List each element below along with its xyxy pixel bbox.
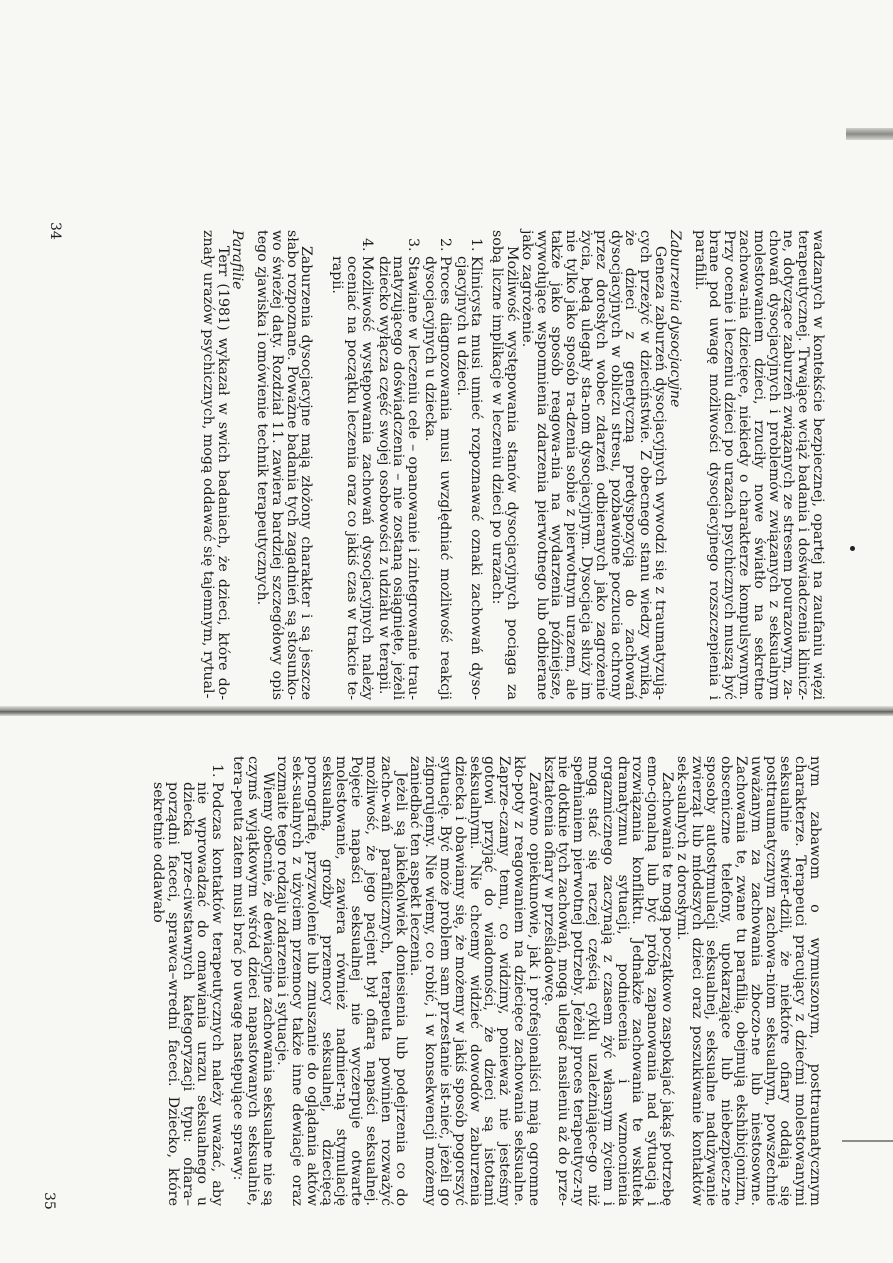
book-page-35 bbox=[41, 756, 823, 1210]
paragraph-terr: Terr (1981) wykazał w swich badaniach, że dzieci, które do-znały urazów psychicznych, mogą oddawać się tajemnym, rytual- bbox=[199, 230, 231, 700]
paragraph-reports: Jeżeli są jakiekolwiek doniesienia lub podejrzenia co do zacho-wań parafilicznych, terapeuta powinien rozważyć możliwość, że jego pacjent był ofiarą napaści seksualnej. Pojęcie napaści seksualnej nie wyczerpuje otwarte molestowanie, zawiera również nadmier-ną stymulację seksualną, groźby przemocy seksualnej, dziecięcą pornografię, przyzwolenie lub zmuszanie do oglądania aktów sek-sualnych z użyciem przemocy także inne dewiacje oraz rozmaite tego rodzaju zdarzenia i sytuacje. bbox=[274, 756, 409, 1206]
list-item: 2. Proces diagnozowania musi uwzględniać możliwość reakcji dysocjacyjnych u dziecka. bbox=[422, 256, 452, 700]
book-page-34 bbox=[47, 222, 826, 700]
paragraph-emotional-need: Zachowania te mogą początkowo zaspokajać jakąś potrzebę emo-cjonalną lub być próbą zapanowania nad sytuacją i rozwiązania konfliktu. Jednakże zachowania te wskutek dramatyzmu sytuacji, podniecenia i wzmocnienia orgazmicznego zaczynają z czasem żyć własnym życiem i mogą stać się raczej częścią cyklu uzależniające-go niż spełnianiem pierwotnej potrzeby. Jeżeli proces terapeutycz-ny nie dotknie tych zachowań, mogą ulegać nasileniu aż do prze-kształcenia ofiary w prześladowcę. bbox=[540, 756, 676, 1206]
paragraph-intro: wadzanych w kontekście bezpiecznej, opartej na zaufaniu więzi terapeutycznej. Trwające wciąż badania i doświadczenia klinicz-ne, dotyczące zaburzeń związanych ze stresem pourazowym, za-chowań dysocjacyjnych i problemów związanych z seksualnym molestowaniem dzieci, rzuciły nowe światło na sekretne zachowa-nia dziecięce, niekiedy o charakterze kompulsywnym. Przy ocenie i leczeniu dzieci po urazach psychicznych muszą być brane pod uwagę możliwości dysocjacyjnego rozszczepienia i parafilii. bbox=[691, 230, 826, 700]
paragraph-implications: Możliwość występowania stanów dysocjacyjnych pociąga za sobą liczne implikacje w leczeniu dzieci po urazach: bbox=[489, 230, 521, 700]
heading-dissociative-disorders: Zaburzenia dysocjacyjne bbox=[666, 230, 683, 408]
book-gutter-shadow bbox=[0, 706, 893, 716]
list-item: 1. Klinicysta musi umieć rozpoznawać oznaki zachowań dyso-cjacyjnych u dzieci. bbox=[454, 256, 484, 700]
list-item: 1. Podczas kontaktów terapeutycznych należy uważać, aby nie wprowadzać do omawiania urazu seksualnego u dziecka prze-ciwstawnych kategoryzacji typu: ofiara–porządni faceci, sprawca–wredni faceci. Dziecko, które sekretnie oddawało bbox=[150, 782, 224, 1206]
list-item: 3. Stawiane w leczeniu cele – opanowanie i zintegrowanie trau-matyzującego doświadczenia – nie zostaną osiągnięte, jeżeli dziecko wyłącza część swojej osobowości z udziału w terapii. bbox=[376, 256, 420, 700]
paragraph-genesis: Geneza zaburzeń dysocjacyjnych wywodzi się z traumatyzują-cych przeżyć w dzieciństwie. Z obecnego stanu wiedzy wynika, że dzieci z genetyczną predyspozycją do zachowań dysocjacyjnych w obliczu stresu, pozbawione poczucia ochrony przez dorosłych wobec zdarzeń odbieranych jako zagrożenie życia, będą ulegały sta-nom dysocjacyjnym. Dysocjacja służy im nie tylko jako sposób ra-dzenia sobie z pierwotnym urazem, ale także jako sposób reagowa-nia na wydarzenia późniejsze, wywołujące wspomnienia zdarzenia pierwotnego lub odbierane jako zagrożenie. bbox=[518, 230, 669, 700]
implications-list bbox=[330, 230, 484, 700]
scan-edge-line bbox=[842, 1140, 893, 1142]
page-number: 34 bbox=[47, 222, 63, 240]
page-number: 35 bbox=[41, 1192, 57, 1210]
therapist-considerations-list bbox=[150, 756, 224, 1206]
ink-speck bbox=[850, 546, 855, 551]
list-item: 4. Możliwość występowania zachowań dysocjacyjnych należy oceniać na początku leczenia oraz co jakiś czas w trakcie te-rapii. bbox=[330, 256, 374, 700]
scan-edge-shadow bbox=[846, 128, 893, 140]
paragraph-post-traumatic-play: nym zabawom o wymuszonym, posttraumatycznym charakterze. Terapeuci pracujący z dziećmi molestowanymi seksualnie stwier-dzili, że niektóre ofiary oddają się posttraumatycznym zachowa-niom seksualnym, powszechnie uważanym za zachowania zboczo-ne lub niestosowne. Zachowania te, zwane tu parafilią, obejmują ekshibicjonizm, obsceniczne telefony, upokarzające lub niebezpiecz-ne sposoby autostymulacji seksualnej, seksualne nadużywanie zwierząt lub młodszych dzieci oraz poszukiwanie kontaktów sek-sualnych z dorosłymi. bbox=[673, 756, 823, 1206]
heading-paraphilias: Parafilie bbox=[229, 230, 246, 290]
paragraph-deviant-behavior: Wiemy obecnie, że dewiacyjne zachowania seksualne nie są czymś wyjątkowym wśród dzieci napastowanych seksualnie, tera-peuta zatem musi brać po uwagę następujące sprawy: bbox=[229, 756, 276, 1206]
paragraph-complex-character: Zaburzenia dysocjacyjne mają złożony charakter i są jeszcze słabo rozpoznane. Poważne badania tych zagadnień są stosunko-wo świeżej daty. Rozdział 11. zawiera bardziej szczegółowy opis tego zjawiska i omówienie technik terapeutycznych. bbox=[254, 230, 315, 700]
paragraph-caregivers: Zarówno opiekunowie, jak i profesjonaliści mają ogromne kło-poty z reagowaniem na dziecięce zachowania seksualne. Zaprze-czamy temu, co widzimy, ponieważ nie jesteśmy gotowi przyjąć do wiadomości, że dzieci są istotami seksualnymi. Nie chcemy widzieć dowodów zaburzenia dziecka i obawiamy się, że możemy w jakiś sposób pogorszyć sytuację. Być może problem sam przestanie ist-nieć, jeżeli go zignorujemy. Nie wiemy, co robić, i w konsekwencji możemy zaniedbać ten aspekt leczenia. bbox=[407, 756, 542, 1206]
